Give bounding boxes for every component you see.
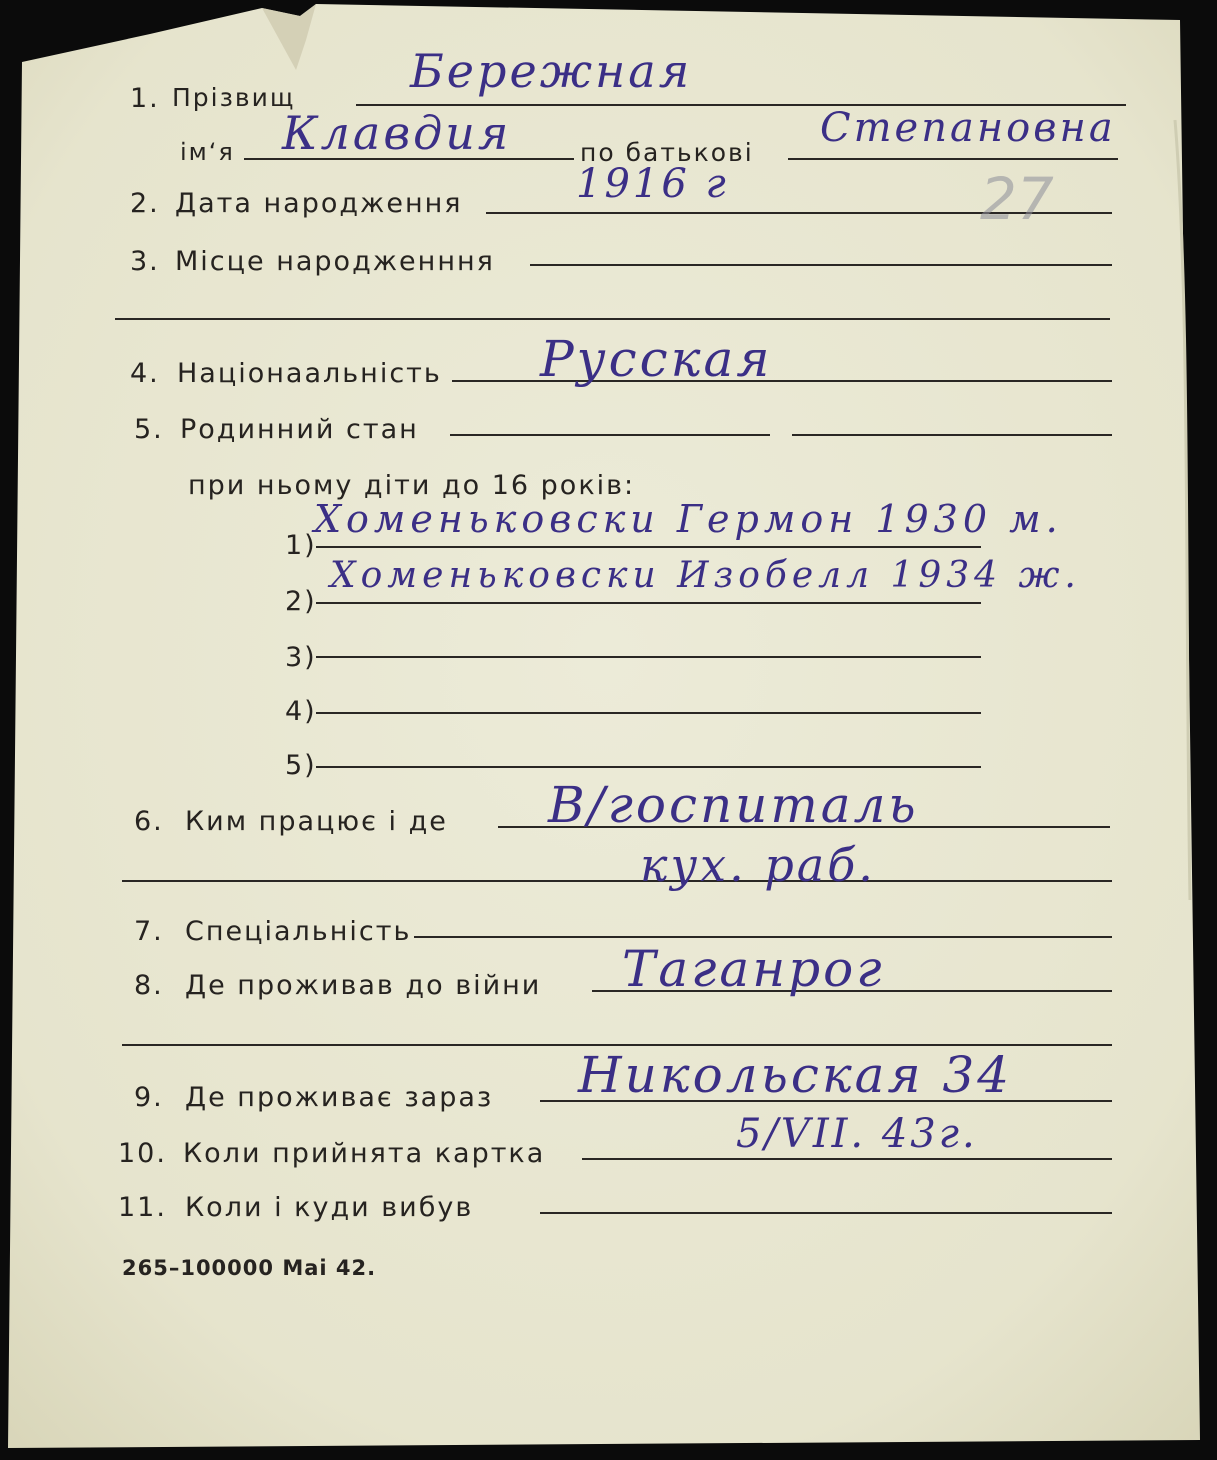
child-4-number: 4) [285, 696, 317, 727]
field-3-label: Місце народженння [175, 246, 495, 277]
field-6-value-2: кух. раб. [640, 838, 876, 892]
field-6-label: Ким працює і де [185, 806, 448, 837]
child-3-number: 3) [285, 642, 317, 673]
field-9-number: 9. [134, 1082, 164, 1113]
field-7-line[interactable] [414, 936, 1112, 938]
field-5-number: 5. [134, 414, 164, 445]
field-6-number: 6. [134, 806, 164, 837]
field-10-value: 5/VII. 43г. [736, 1111, 978, 1157]
field-4-label: Націонаальність [177, 358, 442, 389]
field-10-label: Коли прийнята картка [183, 1138, 546, 1169]
patronymic-value: Степановна [820, 105, 1116, 151]
field-1-number: 1. [130, 83, 160, 114]
field-11-line[interactable] [540, 1212, 1112, 1214]
field-10-number: 10. [118, 1138, 167, 1169]
child-4-line[interactable] [316, 712, 981, 714]
child-1-number: 1) [285, 530, 317, 561]
field-7-label: Спеціальність [185, 916, 412, 947]
field-8-value: Таганрог [622, 940, 885, 998]
field-6-value: В/госпиталь [548, 776, 919, 834]
field-4-number: 4. [130, 358, 160, 389]
print-run-footer: 265–100000 Mai 42. [122, 1256, 377, 1280]
field-5-label: Родинний стан [180, 414, 419, 445]
field-3-number: 3. [130, 246, 160, 277]
child-5-number: 5) [285, 750, 317, 781]
children-label: при ньому діти до 16 років: [188, 470, 636, 501]
child-3-line[interactable] [316, 656, 981, 658]
field-1-label: Прізвищ [172, 83, 296, 112]
field-2-label: Дата народження [175, 188, 463, 219]
child-2-value: Хоменьковски Изобелл 1934 ж. [330, 555, 1081, 596]
child-1-line[interactable] [316, 546, 981, 548]
field-8-label: Де проживав до війни [185, 970, 542, 1001]
field-2-value: 1916 г [576, 161, 729, 207]
field-3-continuation-line[interactable] [115, 318, 1110, 320]
field-7-number: 7. [134, 916, 164, 947]
patronymic-line[interactable] [788, 158, 1118, 160]
field-11-label: Коли і куди вибув [185, 1192, 474, 1223]
child-5-line[interactable] [316, 766, 981, 768]
child-1-value: Хоменьковски Гермон 1930 м. [314, 497, 1063, 541]
field-8-number: 8. [134, 970, 164, 1001]
field-10-line[interactable] [582, 1158, 1112, 1160]
field-9-label: Де проживає зараз [185, 1082, 494, 1113]
field-5-line-b[interactable] [792, 434, 1112, 436]
field-1-value: Бережная [410, 44, 693, 98]
field-11-number: 11. [118, 1192, 167, 1223]
name-label: ім‘я [180, 138, 235, 166]
child-2-number: 2) [285, 586, 317, 617]
field-9-value: Никольская 34 [578, 1046, 1013, 1104]
patronymic-label: по батькові [580, 138, 754, 167]
name-value: Клавдия [282, 106, 512, 160]
field-2-number: 2. [130, 188, 160, 219]
child-2-line[interactable] [316, 602, 981, 604]
field-4-value: Русская [540, 330, 773, 388]
field-6-continuation-line[interactable] [122, 880, 1112, 882]
field-3-line[interactable] [530, 264, 1112, 266]
pencil-note: 27 [980, 165, 1054, 233]
field-5-line-a[interactable] [450, 434, 770, 436]
